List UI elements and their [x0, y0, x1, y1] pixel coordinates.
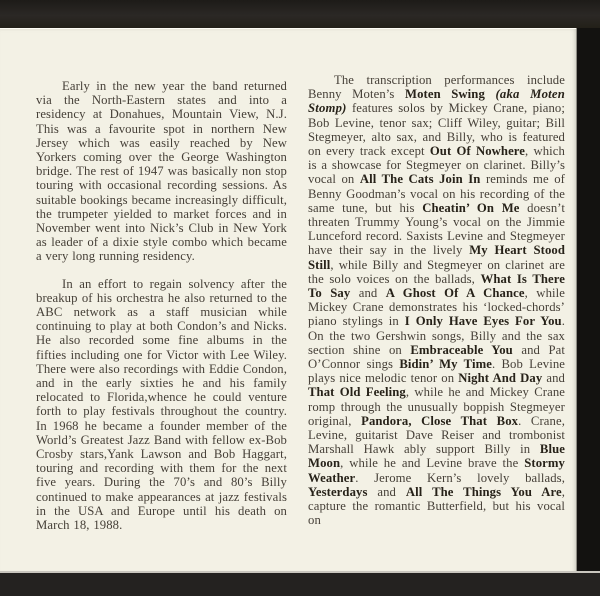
booklet-page: [0, 28, 577, 574]
text-run: , while he and Levine brave the: [340, 456, 525, 471]
song-title: That Old Feeling: [308, 385, 406, 400]
paragraph: [308, 73, 565, 528]
top-black-bar: [0, 0, 600, 28]
text-run: , which is a showcase for Stegmeyer on clarinet. Billy’s vocal on: [308, 144, 565, 187]
song-title: Yesterdays: [308, 484, 368, 499]
bottom-black-bar: [0, 571, 600, 596]
text-run: and: [367, 484, 406, 499]
song-title: Stormy Weather: [308, 456, 565, 485]
text-run: [485, 87, 496, 101]
left-text-column: [36, 79, 287, 532]
song-title: All The Cats Join In: [359, 172, 481, 187]
text-run: , capture the romantic Butterfield, but his vocal on: [308, 484, 565, 528]
paragraph: [36, 79, 287, 264]
song-title: Pandora, Close That Box: [361, 413, 519, 428]
text-run: , while Mickey Crane demonstrates his ‘locked-chords’ piano stylings in: [308, 286, 565, 329]
song-title: (aka Moten Stomp): [308, 87, 565, 116]
song-title: Night And Day: [458, 371, 543, 386]
text-run: and: [350, 286, 386, 301]
text-run: . Jerome Kern’s lovely ballads,: [355, 470, 565, 485]
text-run: , while he and Mickey Crane romp through the unusually boppish Stegmeyer original,: [308, 385, 565, 428]
song-title: A Ghost Of A Chance: [385, 286, 525, 301]
scan-right-edge: [576, 0, 600, 596]
song-title: All The Things You Are: [405, 484, 562, 499]
text-run: . On the two Gershwin songs, Billy and the sax section shine on: [308, 314, 565, 357]
song-title: Out Of Nowhere: [429, 144, 526, 159]
text-run: features solos by Mickey Crane, piano; Bob Levine, tenor sax; Cliff Wiley, guitar; Bill Stegmeyer, alto sax, and Billy, who is featured on every track except: [308, 101, 565, 159]
song-title: I Only Have Eyes For You: [404, 314, 562, 329]
song-title: Moten Swing: [405, 87, 485, 102]
song-title: Blue Moon: [308, 442, 565, 471]
text-run: doesn’t threaten Trummy Young’s vocal on the Jimmie Lunceford record. Saxists Levine and Stegmeyer have their say in the lively: [308, 200, 565, 258]
song-title: Cheatin’ On Me: [422, 200, 520, 215]
song-title: My Heart Stood Still: [308, 243, 565, 272]
text-run: reminds me of Benny Goodman’s vocal on his recording of the same tune, but his: [308, 172, 565, 215]
text-run: . Crane, Levine, guitarist Dave Reiser and trombonist Marshall Hawk ably support Billy in: [308, 413, 565, 457]
text-run: and Pat O’Connor sings: [308, 342, 565, 372]
text-run: , while Billy and Stegmeyer on clarinet are the solo voices on the ballads,: [308, 257, 565, 286]
text-run: and: [542, 371, 565, 386]
text-run: Early in the new year the band returned via the North-Eastern states and into a residency at Donahues, Mountain View, N.J. This was a favourite spot in northern New Jersey which was easily reached by New Yorkers coming over the George Washington bridge. The rest of 1947 was basically non stop touring with occasional recording sessions. As suitable bookings became increasingly difficult, the trumpeter yielded to market forces and in November went into Nick’s Club in New York as leader of a dixie style combo which became a very long running residency.: [36, 79, 287, 264]
song-title: What Is There To Say: [308, 271, 565, 301]
right-text-column: [308, 73, 565, 528]
text-run: . Bob Levine plays nice melodic tenor on: [308, 357, 565, 386]
text-run: The transcription performances include Benny Moten’s: [308, 73, 565, 102]
paragraph: [36, 277, 287, 533]
song-title: Bidin’ My Time: [399, 357, 492, 372]
text-run: In an effort to regain solvency after the breakup of his orchestra he also returned to the ABC network as a staff musician while continuing to play at both Condon’s and Nicks. He also recorded some fine albums in the fifties including one for Victor with Lee Wiley. There were also recordings with Eddie Condon, and in the early sixties he and his family relocated to Florida,whence he could venture forth to play festivals throughout the country. In 1968 he became a founder member of the World’s Greatest Jazz Band with fellow ex-Bob Crosby stars,Yank Lawson and Bob Haggart, touring and recording with them for the next five years. During the 70’s and 80’s Billy continued to make appearances at jazz festivals in the USA and Europe until his death on March 18, 1988.: [36, 276, 287, 533]
song-title: Embraceable You: [410, 342, 513, 357]
